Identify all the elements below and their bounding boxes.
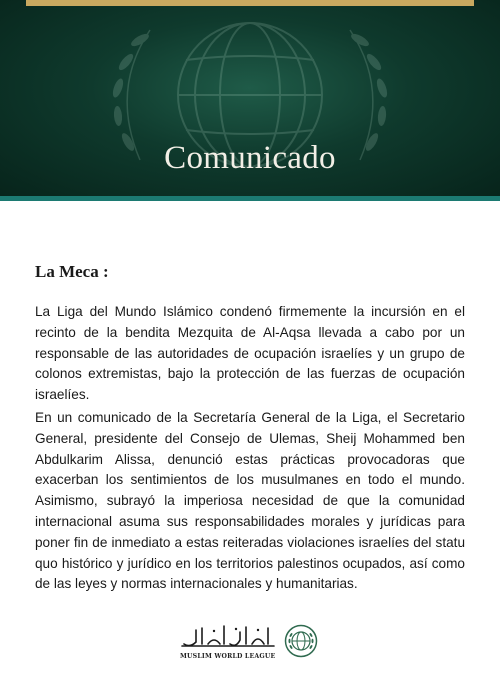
- page-title: Comunicado: [164, 140, 336, 176]
- teal-divider-stripe: [0, 196, 500, 201]
- body-paragraph-2: En un comunicado de la Secretaría General de la Liga, el Secretario General, presidente del Consejo de Ulemas, Sheij Mohammed ben Abdulkarim Alissa, denunció estas prácticas provocadoras que exacerban los sentimientos de los musulmanes en todo el mundo. Asimismo, subrayó la imperiosa necesidad de que la comunidad internacional asuma sus responsabilidades morales y jurídicas para poner fin de inmediato a estas reiteradas violaciones israelíes del statu quo histórico y jurídico en los territorios palestinos ocupados, así como de las leyes y normas internacionales y humanitarias.: [35, 410, 465, 592]
- arabic-calligraphy-logo: [180, 622, 276, 650]
- header-banner: [0, 0, 500, 196]
- muslim-world-league-logo: [180, 622, 320, 666]
- logo-english-text: MUSLIM WORLD LEAGUE: [180, 653, 276, 660]
- globe-seal-icon: [284, 624, 318, 658]
- dateline-location: La Meca :: [35, 262, 109, 281]
- body-paragraph-1: La Liga del Mundo Islámico condenó firmemente la incursión en el recinto de la bendita Mezquita de Al-Aqsa llevada a cabo por un responsable de las autoridades de ocupación israelíes y un grupo de colonos extremistas, bajo la protección de las fuerzas de ocupación israelíes.: [35, 304, 465, 403]
